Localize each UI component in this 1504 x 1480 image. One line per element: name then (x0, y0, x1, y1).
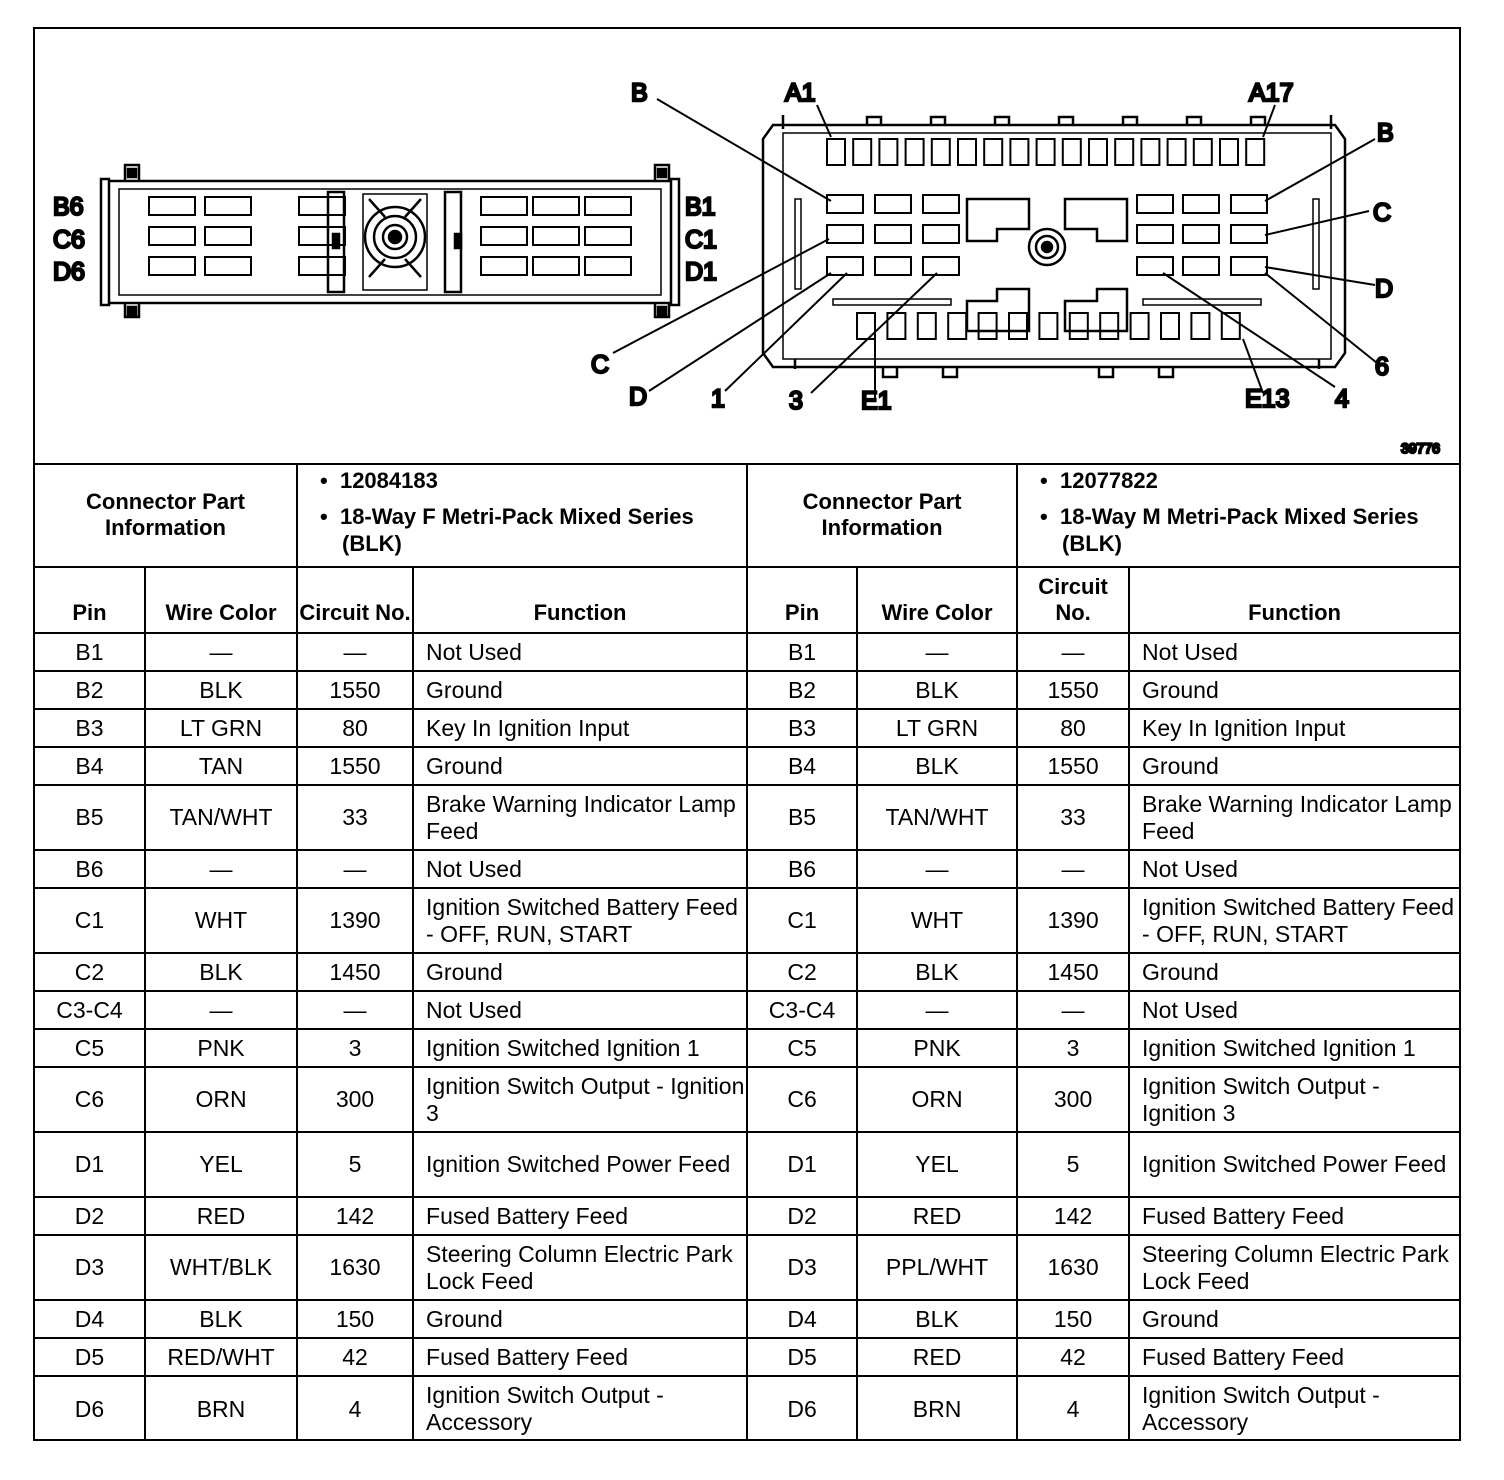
right-function-cell: Brake Warning Indicator Lamp Feed (1129, 785, 1459, 850)
left-pin-cell: C3-C4 (35, 991, 145, 1029)
cavity-b-c-d-row (875, 257, 911, 275)
right-pin-cell: B3 (747, 709, 857, 747)
cavity-e-row (918, 313, 936, 339)
table-row (35, 888, 1459, 953)
right-pin-cell: C5 (747, 1029, 857, 1067)
right-circuit-cell: 142 (1017, 1197, 1129, 1235)
right-pin-cell: B2 (747, 671, 857, 709)
left-pin-cell: B5 (35, 785, 145, 850)
cavity (299, 197, 345, 215)
right-cavities (827, 139, 1267, 339)
cavity-e-row (1070, 313, 1088, 339)
right-function-cell: Fused Battery Feed (1129, 1197, 1459, 1235)
right-function-cell: Ignition Switch Output - Ignition 3 (1129, 1067, 1459, 1132)
left-wire-color-cell: LT GRN (145, 709, 297, 747)
right-circuit-cell: 300 (1017, 1067, 1129, 1132)
pinout-table (35, 463, 1459, 1441)
left-pin-cell: D5 (35, 1338, 145, 1376)
column-header-row (35, 567, 1459, 633)
right-circuit-cell: 1550 (1017, 671, 1129, 709)
left-wire-color-cell: RED (145, 1197, 297, 1235)
left-pin-cell: D4 (35, 1300, 145, 1338)
cavity-a-row (1141, 139, 1159, 165)
right-circuit-cell: — (1017, 850, 1129, 888)
callout-a1: A1 (785, 79, 816, 107)
col-header-wire-color-right: Wire Color (857, 567, 1017, 633)
left-wire-color-cell: RED/WHT (145, 1338, 297, 1376)
left-pin-cell: B6 (35, 850, 145, 888)
left-pin-cell: D3 (35, 1235, 145, 1300)
cavity-b-c-d-row (1137, 195, 1173, 213)
left-connector-part-info (297, 463, 747, 567)
right-circuit-cell: 4 (1017, 1376, 1129, 1441)
right-wire-color-cell: — (857, 633, 1017, 671)
left-function-cell: Not Used (413, 850, 747, 888)
right-wire-color-cell: ORN (857, 1067, 1017, 1132)
right-function-cell: Ignition Switch Output - Accessory (1129, 1376, 1459, 1441)
right-pin-cell: C3-C4 (747, 991, 857, 1029)
callout-e13: E13 (1245, 385, 1290, 413)
cavity-a-row (1168, 139, 1186, 165)
right-wire-color-cell: — (857, 850, 1017, 888)
right-pin-cell: D6 (747, 1376, 857, 1441)
left-function-cell: Ground (413, 747, 747, 785)
label-left-b6: B6 (53, 193, 84, 221)
left-wire-color-cell: — (145, 850, 297, 888)
right-connector-part-info (1017, 463, 1459, 567)
left-function-cell: Steering Column Electric Park Lock Feed (413, 1235, 747, 1300)
left-pin-cell: B1 (35, 633, 145, 671)
bullet-icon: • (320, 468, 328, 493)
cavity (149, 257, 195, 275)
cavity-e-row (1161, 313, 1179, 339)
cavity-b-c-d-row (923, 195, 959, 213)
left-function-cell: Fused Battery Feed (413, 1338, 747, 1376)
label-left-c6: C6 (53, 226, 85, 254)
left-wire-color-cell: — (145, 633, 297, 671)
table-row (35, 633, 1459, 671)
label-left-d6: D6 (53, 258, 85, 286)
left-wire-color-cell: — (145, 991, 297, 1029)
left-part-description: 18-Way F Metri-Pack Mixed Series (BLK) (339, 504, 694, 556)
left-function-cell: Ignition Switched Battery Feed - OFF, RUN, START (413, 888, 747, 953)
left-pin-cell: C1 (35, 888, 145, 953)
table-row (35, 671, 1459, 709)
right-function-cell: Ignition Switched Power Feed (1129, 1132, 1459, 1197)
left-pin-cell: C5 (35, 1029, 145, 1067)
cavity-a-row (906, 139, 924, 165)
table-row (35, 785, 1459, 850)
left-circuit-cell: — (297, 850, 413, 888)
cavity-b-c-d-row (1137, 257, 1173, 275)
label-left-c1: C1 (685, 226, 717, 254)
bullet-icon: • (1040, 504, 1048, 529)
cavity-a-row (1063, 139, 1081, 165)
right-function-cell: Steering Column Electric Park Lock Feed (1129, 1235, 1459, 1300)
cavity-e-row (1039, 313, 1057, 339)
table-row (35, 1235, 1459, 1300)
cavity-a-row (958, 139, 976, 165)
left-function-cell: Ground (413, 671, 747, 709)
connector-drawing (35, 29, 1459, 463)
right-pin-cell: D2 (747, 1197, 857, 1235)
cavity-a-row (1115, 139, 1133, 165)
right-function-cell: Ground (1129, 671, 1459, 709)
right-pin-cell: D4 (747, 1300, 857, 1338)
callout-e1: E1 (861, 387, 892, 415)
left-wire-color-cell: TAN/WHT (145, 785, 297, 850)
right-wire-color-cell: BLK (857, 1300, 1017, 1338)
left-function-cell: Ignition Switch Output - Ignition 3 (413, 1067, 747, 1132)
left-wire-color-cell: BRN (145, 1376, 297, 1441)
cavity-b-c-d-row (923, 257, 959, 275)
right-connector-info-header: Connector Part Information (747, 463, 1017, 567)
col-header-wire-color-left: Wire Color (145, 567, 297, 633)
right-function-cell: Ground (1129, 747, 1459, 785)
left-function-cell: Not Used (413, 633, 747, 671)
cavity-a-row (1194, 139, 1212, 165)
right-wire-color-cell: — (857, 991, 1017, 1029)
connector-info-row (35, 463, 1459, 567)
table-row (35, 1029, 1459, 1067)
cavity-a-row (932, 139, 950, 165)
cavity (481, 197, 527, 215)
cavity (205, 197, 251, 215)
cavity-b-c-d-row (923, 225, 959, 243)
cavity (205, 227, 251, 245)
left-wire-color-cell: WHT (145, 888, 297, 953)
cavity-a-row (1220, 139, 1238, 165)
right-pin-cell: D5 (747, 1338, 857, 1376)
right-part-description: 18-Way M Metri-Pack Mixed Series (BLK) (1059, 504, 1419, 556)
cavity-a-row (984, 139, 1002, 165)
left-pin-cell: C6 (35, 1067, 145, 1132)
right-wire-color-cell: BLK (857, 747, 1017, 785)
cavity-b-c-d-row (1137, 225, 1173, 243)
right-circuit-cell: 1450 (1017, 953, 1129, 991)
left-circuit-cell: 33 (297, 785, 413, 850)
left-pin-cell: B2 (35, 671, 145, 709)
left-wire-color-cell: PNK (145, 1029, 297, 1067)
callout-c-right: C (1373, 199, 1392, 227)
diagram-frame (33, 27, 1461, 1441)
callout-1: 1 (711, 385, 725, 413)
left-function-cell: Fused Battery Feed (413, 1197, 747, 1235)
cavity-e-row (1191, 313, 1209, 339)
col-header-pin-left: Pin (35, 567, 145, 633)
left-wire-color-cell: ORN (145, 1067, 297, 1132)
table-row (35, 850, 1459, 888)
cavity (533, 257, 579, 275)
left-pin-cell: B4 (35, 747, 145, 785)
right-function-cell: Ground (1129, 1300, 1459, 1338)
cavity (481, 227, 527, 245)
col-header-pin-right: Pin (747, 567, 857, 633)
table-row (35, 953, 1459, 991)
right-circuit-cell: — (1017, 633, 1129, 671)
callout-4: 4 (1335, 385, 1349, 413)
cavity-b-c-d-row (827, 225, 863, 243)
right-function-cell: Not Used (1129, 991, 1459, 1029)
left-circuit-cell: 300 (297, 1067, 413, 1132)
left-circuit-cell: — (297, 633, 413, 671)
right-function-cell: Ignition Switched Battery Feed - OFF, RUN, START (1129, 888, 1459, 953)
col-header-function-left: Function (413, 567, 747, 633)
right-circuit-cell: 80 (1017, 709, 1129, 747)
table-row (35, 1067, 1459, 1132)
right-wire-color-cell: YEL (857, 1132, 1017, 1197)
cavity-a-row (1010, 139, 1028, 165)
left-circuit-cell: 80 (297, 709, 413, 747)
right-wire-color-cell: RED (857, 1338, 1017, 1376)
left-circuit-cell: 4 (297, 1376, 413, 1441)
cavity-b-c-d-row (1183, 195, 1219, 213)
left-circuit-cell: 150 (297, 1300, 413, 1338)
left-wire-color-cell: YEL (145, 1132, 297, 1197)
table-row (35, 1300, 1459, 1338)
right-pin-cell: B4 (747, 747, 857, 785)
left-function-cell: Ignition Switched Power Feed (413, 1132, 747, 1197)
right-circuit-cell: 1390 (1017, 888, 1129, 953)
cavity (299, 257, 345, 275)
cavity-a-row (879, 139, 897, 165)
right-circuit-cell: 1550 (1017, 747, 1129, 785)
left-circuit-cell: 42 (297, 1338, 413, 1376)
left-circuit-cell: 1550 (297, 671, 413, 709)
right-function-cell: Ignition Switched Ignition 1 (1129, 1029, 1459, 1067)
left-function-cell: Ignition Switched Ignition 1 (413, 1029, 747, 1067)
right-wire-color-cell: LT GRN (857, 709, 1017, 747)
left-circuit-cell: 1550 (297, 747, 413, 785)
left-circuit-cell: 3 (297, 1029, 413, 1067)
right-function-cell: Not Used (1129, 850, 1459, 888)
connector-diagram (35, 29, 1459, 465)
right-pin-cell: C2 (747, 953, 857, 991)
table-row (35, 991, 1459, 1029)
right-pin-cell: B1 (747, 633, 857, 671)
col-header-circuit-left: Circuit No. (297, 567, 413, 633)
callout-leaders (613, 99, 1377, 399)
bullet-icon: • (1040, 468, 1048, 493)
right-pin-cell: D3 (747, 1235, 857, 1300)
left-wire-color-cell: TAN (145, 747, 297, 785)
right-pin-cell: B5 (747, 785, 857, 850)
right-circuit-cell: 33 (1017, 785, 1129, 850)
left-function-cell: Ground (413, 953, 747, 991)
table-row (35, 1197, 1459, 1235)
cavity-b-c-d-row (1183, 257, 1219, 275)
bullet-icon: • (320, 504, 328, 529)
callout-c-left: C (591, 351, 610, 379)
cavity (585, 197, 631, 215)
right-circuit-cell: 42 (1017, 1338, 1129, 1376)
callout-b-left: B (631, 79, 648, 107)
cavity-b-c-d-row (1231, 195, 1267, 213)
callout-6: 6 (1375, 353, 1389, 381)
table-row (35, 1132, 1459, 1197)
cavity (149, 227, 195, 245)
right-function-cell: Fused Battery Feed (1129, 1338, 1459, 1376)
right-circuit-cell: 5 (1017, 1132, 1129, 1197)
left-wire-color-cell: BLK (145, 953, 297, 991)
table-row (35, 1338, 1459, 1376)
right-wire-color-cell: WHT (857, 888, 1017, 953)
right-wire-color-cell: BLK (857, 953, 1017, 991)
right-wire-color-cell: RED (857, 1197, 1017, 1235)
left-circuit-cell: — (297, 991, 413, 1029)
cavity (585, 227, 631, 245)
left-wire-color-cell: BLK (145, 671, 297, 709)
right-wire-color-cell: TAN/WHT (857, 785, 1017, 850)
cavity-e-row (1009, 313, 1027, 339)
left-wire-color-cell: WHT/BLK (145, 1235, 297, 1300)
right-function-cell: Key In Ignition Input (1129, 709, 1459, 747)
cavity-b-c-d-row (1231, 225, 1267, 243)
callout-a17: A17 (1249, 79, 1294, 107)
left-part-number: 12084183 (339, 468, 438, 493)
right-pin-cell: C6 (747, 1067, 857, 1132)
left-circuit-cell: 5 (297, 1132, 413, 1197)
cavity-a-row (853, 139, 871, 165)
left-pin-cell: D1 (35, 1132, 145, 1197)
right-pin-cell: B6 (747, 850, 857, 888)
cavity-b-c-d-row (875, 195, 911, 213)
left-connector-info-header: Connector Part Information (35, 463, 297, 567)
right-function-cell: Ground (1129, 953, 1459, 991)
right-pin-cell: C1 (747, 888, 857, 953)
callout-d-left: D (629, 383, 648, 411)
callout-b-right: B (1377, 119, 1394, 147)
right-circuit-cell: 150 (1017, 1300, 1129, 1338)
cavity (481, 257, 527, 275)
right-connector-drawing (763, 115, 1345, 377)
right-circuit-cell: 1630 (1017, 1235, 1129, 1300)
left-circuit-cell: 1450 (297, 953, 413, 991)
cavity-e-row (1131, 313, 1149, 339)
right-wire-color-cell: PNK (857, 1029, 1017, 1067)
table-row (35, 1376, 1459, 1441)
cavity-e-row (1100, 313, 1118, 339)
cavity (585, 257, 631, 275)
right-wire-color-cell: BLK (857, 671, 1017, 709)
right-circuit-cell: — (1017, 991, 1129, 1029)
cavity-b-c-d-row (1231, 257, 1267, 275)
col-header-circuit-right: Circuit No. (1017, 567, 1129, 633)
label-left-d1: D1 (685, 258, 717, 286)
cavity-b-c-d-row (827, 257, 863, 275)
left-pin-cell: D2 (35, 1197, 145, 1235)
callout-d-right: D (1375, 275, 1394, 303)
cavity-a-row (1089, 139, 1107, 165)
cavity-e-row (948, 313, 966, 339)
right-function-cell: Not Used (1129, 633, 1459, 671)
label-left-b1: B1 (685, 193, 716, 221)
cavity (533, 197, 579, 215)
right-part-number: 12077822 (1059, 468, 1158, 493)
left-function-cell: Brake Warning Indicator Lamp Feed (413, 785, 747, 850)
left-pin-cell: B3 (35, 709, 145, 747)
left-circuit-cell: 1630 (297, 1235, 413, 1300)
left-function-cell: Key In Ignition Input (413, 709, 747, 747)
right-circuit-cell: 3 (1017, 1029, 1129, 1067)
cavity-a-row (1246, 139, 1264, 165)
cavity (533, 227, 579, 245)
cavity-a-row (827, 139, 845, 165)
col-header-function-right: Function (1129, 567, 1459, 633)
left-function-cell: Ignition Switch Output - Accessory (413, 1376, 747, 1441)
figure-id: 39776 (1401, 440, 1440, 456)
left-pin-cell: D6 (35, 1376, 145, 1441)
right-pin-cell: D1 (747, 1132, 857, 1197)
left-function-cell: Not Used (413, 991, 747, 1029)
right-wire-color-cell: PPL/WHT (857, 1235, 1017, 1300)
cavity-b-c-d-row (875, 225, 911, 243)
cavity-b-c-d-row (827, 195, 863, 213)
cavity-e-row (979, 313, 997, 339)
table-row (35, 709, 1459, 747)
left-function-cell: Ground (413, 1300, 747, 1338)
left-circuit-cell: 142 (297, 1197, 413, 1235)
cavity (149, 197, 195, 215)
right-wire-color-cell: BRN (857, 1376, 1017, 1441)
left-wire-color-cell: BLK (145, 1300, 297, 1338)
callout-3: 3 (789, 387, 803, 415)
cavity-a-row (1037, 139, 1055, 165)
left-circuit-cell: 1390 (297, 888, 413, 953)
left-connector-drawing (101, 165, 679, 317)
table-row (35, 747, 1459, 785)
cavity-b-c-d-row (1183, 225, 1219, 243)
left-pin-cell: C2 (35, 953, 145, 991)
cavity (205, 257, 251, 275)
